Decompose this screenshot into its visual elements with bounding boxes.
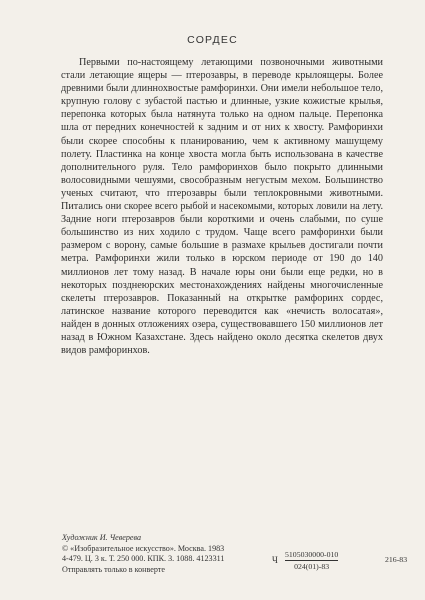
description-paragraph: Первыми по-настоящему летающими позвоночными животными стали летающие ящеры — птерозавры, в переводе крылоящеры. Более древними были длиннохвостые рамфоринхи. Они имели небольшое тело, крупную голову с зубастой пастью и длинные, узкие кожистые крылья, перепонка которых была натянута только на одном пальце. Перепонка шла от передних конечностей к задним и от них к хвосту. Рамфоринхи были скорее способны к планированию, чем к активному машущему полету. Пластинка на конце хвоста могла быть использована в качестве дополнительного руля. Тело рамфоринхов было покрыто длинными волосовидными чешуями, свособразным негустым мехом. Большинство ученых считают, что птерозавры были теплокровными животными. Питались они скорее всего рыбой и насекомыми, которых ловили на лету. Задние ноги птерозавров были короткими и очень слабыми, по суше большинство из них ходило с трудом. Чаще всего рамфоринхи были размером с ворону, самые большие в размахе крыльев достигали почти метра. Рамфоринхи жили только в юрском периоде от 190 до 140 миллионов лет тому назад. В начале юры они были еще редки, но в некоторых позднеюрских местонахождениях найдены многочисленные скелеты птерозавров. Показанный на открытке рамфоринх сордес, латинское название которого переводится как «нечисть волосатая», найден в донных отложениях озера, существовавшего 150 миллионов лет назад в Южном Казахстане. Здесь найдено около десятка скелетов двух видов рамфоринхов. xyxy=(61,57,383,357)
publisher-line: © «Изобразительное искусство». Москва. 1983 xyxy=(62,543,225,553)
artist-label: Художник xyxy=(62,533,98,542)
index-fraction xyxy=(285,550,338,571)
page-title: СОРДЕС xyxy=(187,34,238,46)
imprint-block xyxy=(62,533,224,575)
print-details-line: 4-479. Ц. 3 к. Т. 250 000. КПК. 3. 1088. 4123311 xyxy=(62,554,225,564)
artist-name: И. Чеверева xyxy=(99,533,142,542)
index-denominator: 024(01)-83 xyxy=(294,562,330,571)
envelope-note: Отправлять только в конверте xyxy=(62,564,165,574)
index-suffix: 216-83 xyxy=(385,555,408,564)
index-letter: Ч xyxy=(272,555,278,565)
artist-line xyxy=(62,533,224,544)
index-numerator: 5105030000-010 xyxy=(285,550,339,559)
